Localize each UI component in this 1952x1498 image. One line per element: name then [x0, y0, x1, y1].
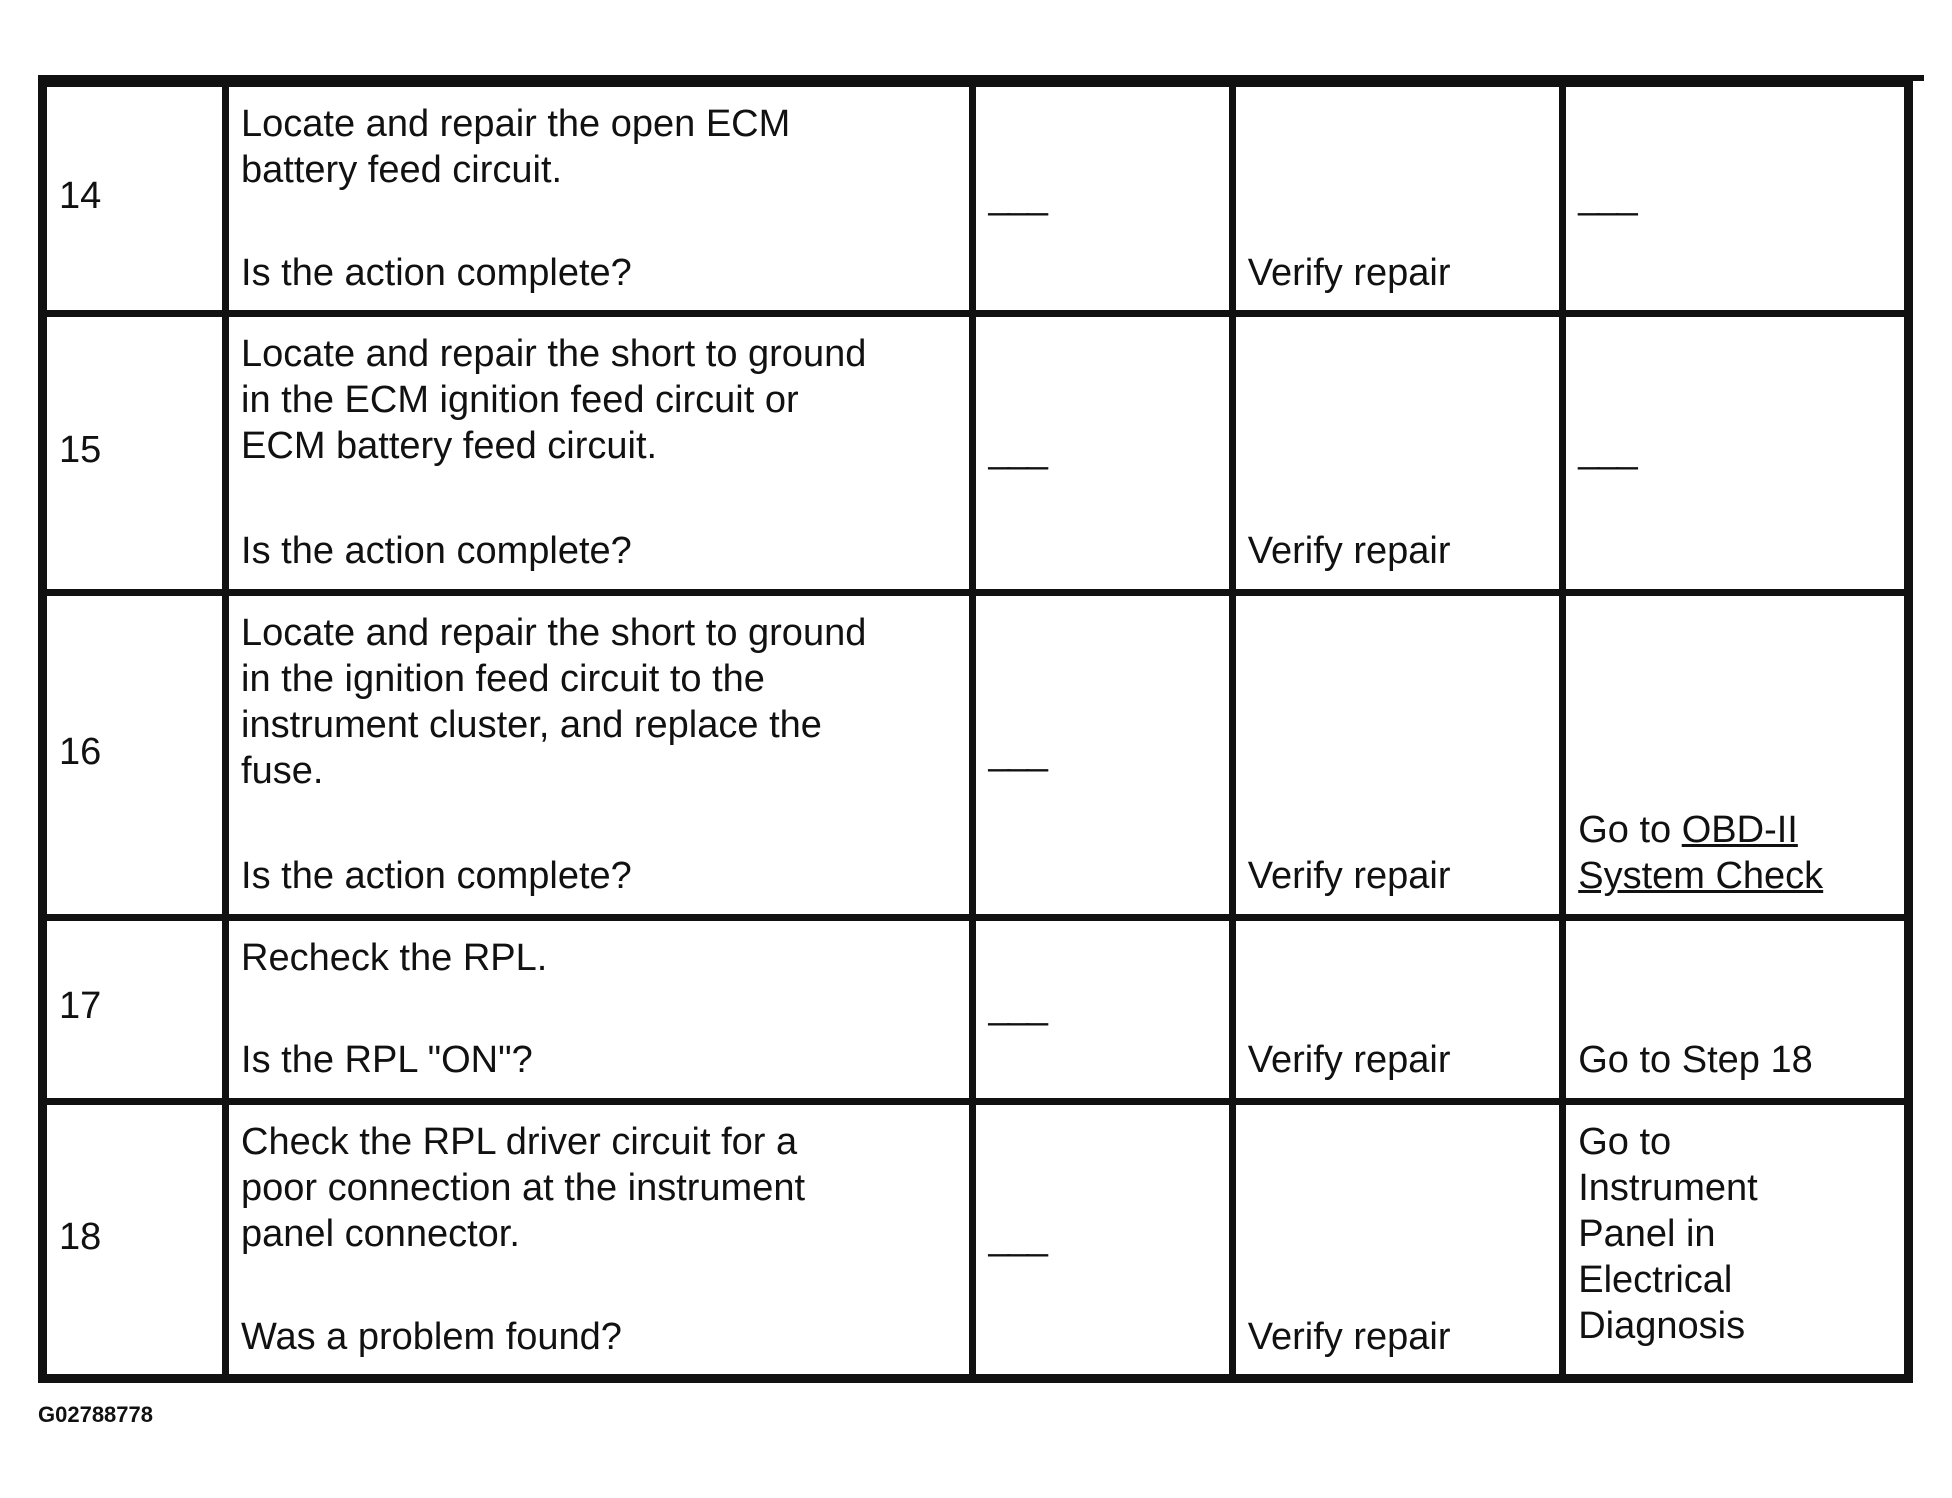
no-result: Go to Step 18	[1578, 1039, 1813, 1081]
value-cell	[973, 83, 1232, 314]
action-cell	[226, 83, 973, 314]
action-cell	[226, 1102, 973, 1379]
no-line: Panel in	[1578, 1213, 1716, 1255]
no-cell	[1563, 1102, 1909, 1379]
action-line: Locate and repair the short to ground	[241, 612, 867, 654]
obd-ii-link[interactable]: OBD-II	[1681, 809, 1798, 851]
action-question: Is the action complete?	[241, 252, 632, 294]
action-line: battery feed circuit.	[241, 149, 563, 191]
action-line: panel connector.	[241, 1213, 520, 1255]
value-cell	[973, 1102, 1232, 1379]
action-question: Is the RPL "ON"?	[241, 1039, 533, 1081]
action-line: in the ECM ignition feed circuit or	[241, 379, 799, 421]
yes-result: Verify repair	[1247, 1316, 1451, 1358]
yes-result: Verify repair	[1247, 855, 1451, 897]
yes-cell	[1232, 83, 1562, 314]
no-cell	[1563, 593, 1909, 918]
action-cell	[226, 918, 973, 1102]
yes-result: Verify repair	[1247, 530, 1451, 572]
action-cell	[226, 314, 973, 593]
no-prefix: Go to	[1578, 809, 1682, 851]
yes-cell	[1232, 314, 1562, 593]
value-placeholder: ___	[988, 985, 1046, 1027]
step-number: 14	[59, 174, 102, 217]
no-placeholder: ___	[1578, 174, 1636, 217]
system-check-link[interactable]: System Check	[1578, 855, 1824, 897]
action-line: ECM battery feed circuit.	[241, 425, 658, 467]
step-number: 15	[59, 428, 102, 471]
yes-result: Verify repair	[1247, 252, 1451, 294]
value-placeholder: ___	[988, 1215, 1046, 1258]
action-question: Was a problem found?	[241, 1316, 622, 1358]
no-line: Diagnosis	[1578, 1305, 1746, 1347]
step-cell	[43, 83, 226, 314]
yes-cell	[1232, 1102, 1562, 1379]
value-cell	[973, 918, 1232, 1102]
step-number: 17	[59, 985, 102, 1027]
action-line: in the ignition feed circuit to the	[241, 658, 765, 700]
no-line: Go to	[1578, 1121, 1672, 1163]
no-line: Instrument	[1578, 1167, 1758, 1209]
action-question: Is the action complete?	[241, 855, 632, 897]
action-line: fuse.	[241, 750, 324, 792]
table-row	[43, 83, 1909, 314]
step-cell	[43, 1102, 226, 1379]
action-line: poor connection at the instrument	[241, 1167, 806, 1209]
step-cell	[43, 918, 226, 1102]
action-line: Locate and repair the short to ground	[241, 333, 867, 375]
action-line: Check the RPL driver circuit for a	[241, 1121, 798, 1163]
step-number: 16	[59, 730, 102, 773]
value-placeholder: ___	[988, 174, 1046, 217]
action-line: Locate and repair the open ECM	[241, 103, 791, 145]
value-placeholder: ___	[988, 428, 1046, 471]
value-cell	[973, 593, 1232, 918]
table-row	[43, 918, 1909, 1102]
table-row	[43, 314, 1909, 593]
no-result	[1578, 807, 1831, 899]
step-cell	[43, 593, 226, 918]
action-line: Recheck the RPL.	[241, 937, 548, 979]
no-line: Electrical	[1578, 1259, 1733, 1301]
table-row	[43, 593, 1909, 918]
no-result	[1566, 1105, 1904, 1349]
step-cell	[43, 314, 226, 593]
no-placeholder: ___	[1578, 428, 1636, 471]
yes-cell	[1232, 918, 1562, 1102]
no-cell	[1563, 83, 1909, 314]
yes-result: Verify repair	[1247, 1039, 1451, 1081]
diagnostic-table	[38, 78, 1913, 1383]
no-cell	[1563, 918, 1909, 1102]
value-placeholder: ___	[988, 730, 1046, 773]
step-number: 18	[59, 1215, 102, 1258]
value-cell	[973, 314, 1232, 593]
action-question: Is the action complete?	[241, 530, 632, 572]
figure-id: G02788778	[38, 1402, 153, 1427]
table-row	[43, 1102, 1909, 1379]
action-cell	[226, 593, 973, 918]
yes-cell	[1232, 593, 1562, 918]
action-line: instrument cluster, and replace the	[241, 704, 822, 746]
no-cell	[1563, 314, 1909, 593]
